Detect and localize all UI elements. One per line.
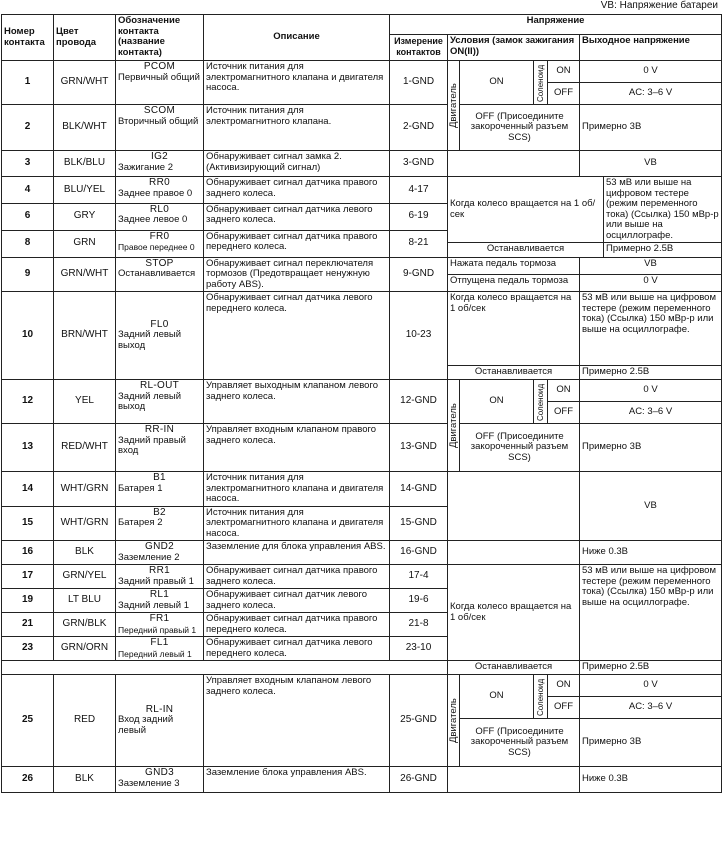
output-vb: VB: [580, 151, 722, 177]
wire-color: GRN: [54, 230, 116, 257]
pin-code: RL1: [149, 589, 170, 600]
pin-number: 9: [2, 257, 54, 292]
pin-designation: [116, 105, 204, 151]
pin-name: Заднее левое 0: [118, 214, 188, 226]
wire-color: GRN/WHT: [54, 61, 116, 105]
wire-color: WHT/GRN: [54, 506, 116, 541]
header-measure: Измерение контактов: [390, 35, 448, 61]
condition-empty: [448, 541, 580, 565]
output-0v: 0 V: [580, 61, 722, 83]
condition-empty: [448, 767, 580, 793]
pin-measure: 17-4: [390, 565, 448, 589]
header-designation: Обозначение контакта (название контакта): [116, 15, 204, 61]
wheel-output: 53 мВ или выше на цифровом тестере (режим переменного тока) (Ссылка) 150 мВр-р или выше на осциллографе.: [580, 565, 722, 661]
wheel-turn-condition: Когда колесо вращается на 1 об/сек: [448, 565, 580, 661]
pin-description: Заземление блока управления ABS.: [204, 767, 390, 793]
pin-number: 2: [2, 105, 54, 151]
pin-measure: 1-GND: [390, 61, 448, 105]
pin-description: Управляет входным клапаном правого заднего колеса.: [204, 424, 390, 472]
condition-off-scs: OFF (Присоедините закороченный разъем SCS): [460, 719, 580, 767]
wire-color: GRN/YEL: [54, 565, 116, 589]
pin-code: RR-IN: [144, 424, 175, 435]
wire-color: BRN/WHT: [54, 292, 116, 380]
pin-designation: [116, 767, 204, 793]
pin-number: 19: [2, 589, 54, 613]
engine-label: Двигатель: [448, 380, 460, 472]
stopped-condition: Останавливается: [448, 243, 604, 257]
pin-name: Батарея 2: [118, 517, 163, 528]
solenoid-on: ON: [548, 380, 580, 402]
pin-number: 10: [2, 292, 54, 380]
abs-pinout-table: [1, 14, 722, 793]
pin-name: Задний левый выход: [118, 390, 182, 412]
pin-name: Задний правый вход: [118, 434, 186, 456]
wheel-output: 53 мВ или выше на цифровом тестере (режим переменного тока) (Ссылка) 150 мВр-р или выше на осциллографе.: [606, 177, 719, 241]
pin-number: 17: [2, 565, 54, 589]
pin-measure: 12-GND: [390, 380, 448, 424]
wire-color: BLK/WHT: [54, 105, 116, 151]
header-wire: Цвет провода: [54, 15, 116, 61]
solenoid-on: ON: [548, 675, 580, 697]
pin-description: Обнаруживает сигнал датчик левого заднего колеса.: [204, 589, 390, 613]
pin-number: 4: [2, 177, 54, 204]
pin-code: FL1: [150, 637, 169, 648]
solenoid-label: Соленоид: [534, 380, 548, 424]
pin-measure: 3-GND: [390, 151, 448, 177]
output-below-03: Ниже 0.3В: [580, 767, 722, 793]
condition-on: ON: [460, 675, 534, 719]
output-0v: 0 V: [580, 380, 722, 402]
engine-label: Двигатель: [448, 61, 460, 151]
pin-measure: 9-GND: [390, 257, 448, 292]
pin-name: Задний левый 1: [118, 599, 189, 611]
pin-designation: [116, 613, 204, 637]
solenoid-off: OFF: [548, 402, 580, 424]
pin-name: Передний левый 1: [118, 648, 192, 659]
pin-code: RL-OUT: [139, 380, 180, 391]
pin-description: Источник питания для электромагнитного клапана и двигателя насоса.: [204, 472, 390, 507]
wheel-output: 53 мВ или выше на цифровом тестере (режим переменного тока) (Ссылка) 150 мВр-р или выше на осциллографе.: [580, 292, 722, 366]
wire-color: GRN/BLK: [54, 613, 116, 637]
wire-color: BLU/YEL: [54, 177, 116, 204]
pin-designation: [116, 257, 204, 292]
pin-designation: [116, 565, 204, 589]
output-vb: VB: [580, 257, 722, 274]
pin-number: 23: [2, 637, 54, 661]
pin-description: Обнаруживает сигнал переключателя тормозов (Предотвращает ненужную работу ABS).: [204, 257, 390, 292]
pin-description: Обнаруживает сигнал датчика правого переднего колеса.: [204, 230, 390, 257]
pin-name: Батарея 1: [118, 482, 163, 494]
pin-measure: 6-19: [390, 203, 448, 230]
pin-designation: [116, 589, 204, 613]
header-conditions: Условия (замок зажигания ON(II)): [448, 35, 580, 61]
pin-number: 15: [2, 506, 54, 541]
pin-description: Обнаруживает сигнал замка 2. (Активизирующий сигнал): [204, 151, 390, 177]
pin-number: 8: [2, 230, 54, 257]
solenoid-off: OFF: [548, 697, 580, 719]
pin-code: GND3: [145, 767, 174, 778]
pin-number: 6: [2, 203, 54, 230]
solenoid-off: OFF: [548, 83, 580, 105]
pin-name: Вход задний левый: [118, 714, 174, 736]
pin-code: SCOM: [143, 105, 176, 116]
pin-measure: 21-8: [390, 613, 448, 637]
wire-color: RED/WHT: [54, 424, 116, 472]
output-approx-25: Примерно 2.5В: [580, 366, 722, 380]
pin-description: Обнаруживает сигнал датчика правого заднего колеса.: [204, 177, 390, 204]
output-ac: AC: 3–6 V: [580, 83, 722, 105]
pin-measure: 15-GND: [390, 506, 448, 541]
pin-measure: 8-21: [390, 230, 448, 257]
pin-name: Первичный общий: [118, 71, 200, 83]
pin-description: Обнаруживает сигнал датчика правого заднего колеса.: [204, 565, 390, 589]
pin-number: 25: [2, 675, 54, 767]
pin-designation: [116, 541, 204, 565]
row23-filler: [2, 661, 448, 675]
pin-code: B2: [153, 506, 166, 518]
condition-off-scs: OFF (Присоедините закороченный разъем SCS): [460, 424, 580, 472]
solenoid-on: ON: [548, 61, 580, 83]
pin-code: RL0: [149, 203, 170, 215]
pin-designation: [116, 424, 204, 472]
pin-name: Правое переднее 0: [118, 242, 195, 253]
wire-color: WHT/GRN: [54, 472, 116, 507]
wire-color: YEL: [54, 380, 116, 424]
pin-number: 26: [2, 767, 54, 793]
pin-designation: [116, 230, 204, 257]
pin-name: Зажигание 2: [118, 161, 173, 173]
wire-color: BLK: [54, 767, 116, 793]
wire-color: GRN/WHT: [54, 257, 116, 292]
brake-released: Отпущена педаль тормоза: [448, 274, 580, 291]
pin-designation: [116, 292, 204, 380]
pin-designation: [116, 151, 204, 177]
pin-designation: [116, 177, 204, 204]
pin-measure: 14-GND: [390, 472, 448, 507]
pin-designation: [116, 506, 204, 541]
pin-number: 1: [2, 61, 54, 105]
wheel-subtable: [448, 177, 721, 257]
pin-description: Источник питания для электромагнитного клапана.: [204, 105, 390, 151]
pin-measure: 19-6: [390, 589, 448, 613]
wire-color: GRN/ORN: [54, 637, 116, 661]
condition-on: ON: [460, 61, 534, 105]
pin-code: B1: [153, 472, 166, 483]
pin-measure: 25-GND: [390, 675, 448, 767]
pin-name: Вторичный общий: [118, 115, 199, 127]
pin-description: Обнаруживает сигнал датчика левого переднего колеса.: [204, 292, 390, 380]
wire-color: RED: [54, 675, 116, 767]
output-ac: AC: 3–6 V: [580, 697, 722, 719]
condition-empty: [448, 151, 580, 177]
pin-code: RR1: [149, 565, 170, 576]
wire-color: BLK: [54, 541, 116, 565]
pin-number: 21: [2, 613, 54, 637]
pin-number: 14: [2, 472, 54, 507]
header-voltage: Напряжение: [390, 15, 722, 35]
pin-description: Обнаруживает сигнал датчика левого переднего колеса.: [204, 637, 390, 661]
pin-number: 13: [2, 424, 54, 472]
pin-name: Передний правый 1: [118, 624, 197, 635]
output-0v: 0 V: [580, 274, 722, 291]
pin-number: 16: [2, 541, 54, 565]
solenoid-label: Соленоид: [534, 61, 548, 105]
header-output: Выходное напряжение: [580, 35, 722, 61]
output-approx-25: Примерно 2.5В: [580, 661, 722, 675]
brake-pressed: Нажата педаль тормоза: [448, 257, 580, 274]
engine-label: Двигатель: [448, 675, 460, 767]
battery-voltage-note: VB: Напряжение батареи: [600, 0, 718, 11]
condition-empty: [448, 472, 580, 541]
wire-color: LT BLU: [54, 589, 116, 613]
wheel-block: [448, 177, 722, 258]
pin-description: Заземление для блока управления ABS.: [204, 541, 390, 565]
pin-code: GND2: [145, 541, 174, 552]
pin-measure: 23-10: [390, 637, 448, 661]
wire-color: BLK/BLU: [54, 151, 116, 177]
pin-number: 12: [2, 380, 54, 424]
wheel-turn-condition: Когда колесо вращается на 1 об/сек: [448, 177, 604, 243]
condition-off-scs: OFF (Присоедините закороченный разъем SCS): [460, 105, 580, 151]
pin-name: Задний левый выход: [118, 329, 182, 351]
solenoid-label: Соленоид: [534, 675, 548, 719]
wheel-turn-condition: Когда колесо вращается на 1 об/сек: [448, 292, 580, 366]
pin-number: 3: [2, 151, 54, 177]
pin-designation: [116, 637, 204, 661]
pin-measure: 13-GND: [390, 424, 448, 472]
pin-measure: 10-23: [390, 292, 448, 380]
pin-code: STOP: [145, 257, 174, 269]
output-0v: 0 V: [580, 675, 722, 697]
pin-code: PCOM: [143, 61, 176, 72]
pin-name: Останавливается: [118, 268, 196, 279]
pin-designation: [116, 380, 204, 424]
wire-color: GRY: [54, 203, 116, 230]
pin-description: Управляет входным клапаном левого заднего колеса.: [204, 675, 390, 767]
pin-description: Обнаруживает сигнал датчика правого переднего колеса.: [204, 613, 390, 637]
stopped-condition: Останавливается: [448, 366, 580, 380]
pin-description: Источник питания для электромагнитного клапана и двигателя насоса.: [204, 61, 390, 105]
output-ac: AC: 3–6 V: [580, 402, 722, 424]
pin-name: Заземление 2: [118, 551, 180, 563]
pin-name: Задний правый 1: [118, 575, 194, 587]
stopped-condition: Останавливается: [448, 661, 580, 675]
pin-description: Управляет выходным клапаном левого заднего колеса.: [204, 380, 390, 424]
pin-name: Заднее правое 0: [118, 187, 193, 199]
pin-description: Источник питания для электромагнитного клапана и двигателя насоса.: [204, 506, 390, 541]
pin-code: RR0: [149, 177, 170, 188]
pin-code: FR1: [149, 613, 170, 624]
pin-measure: 4-17: [390, 177, 448, 204]
pin-designation: [116, 203, 204, 230]
pin-description: Обнаруживает сигнал датчика левого заднего колеса.: [204, 203, 390, 230]
pin-measure: 16-GND: [390, 541, 448, 565]
output-approx-25: Примерно 2.5В: [604, 243, 722, 257]
pin-code: FL0: [150, 318, 169, 330]
pin-name: Заземление 3: [118, 777, 180, 789]
condition-on: ON: [460, 380, 534, 424]
pin-measure: 2-GND: [390, 105, 448, 151]
pin-designation: [116, 472, 204, 507]
output-approx-3v: Примерно 3В: [580, 105, 722, 151]
header-description: Описание: [204, 15, 390, 61]
header-pin: Номер контакта: [2, 15, 54, 61]
output-approx-3v: Примерно 3В: [580, 424, 722, 472]
pin-designation: [116, 61, 204, 105]
output-vb: VB: [580, 472, 722, 541]
pin-code: IG2: [150, 151, 169, 162]
pin-code: FR0: [149, 230, 170, 242]
pin-measure: 26-GND: [390, 767, 448, 793]
pin-designation: [116, 675, 204, 767]
output-approx-3v: Примерно 3В: [580, 719, 722, 767]
output-below-03: Ниже 0.3В: [580, 541, 722, 565]
pin-code: RL-IN: [145, 703, 174, 715]
